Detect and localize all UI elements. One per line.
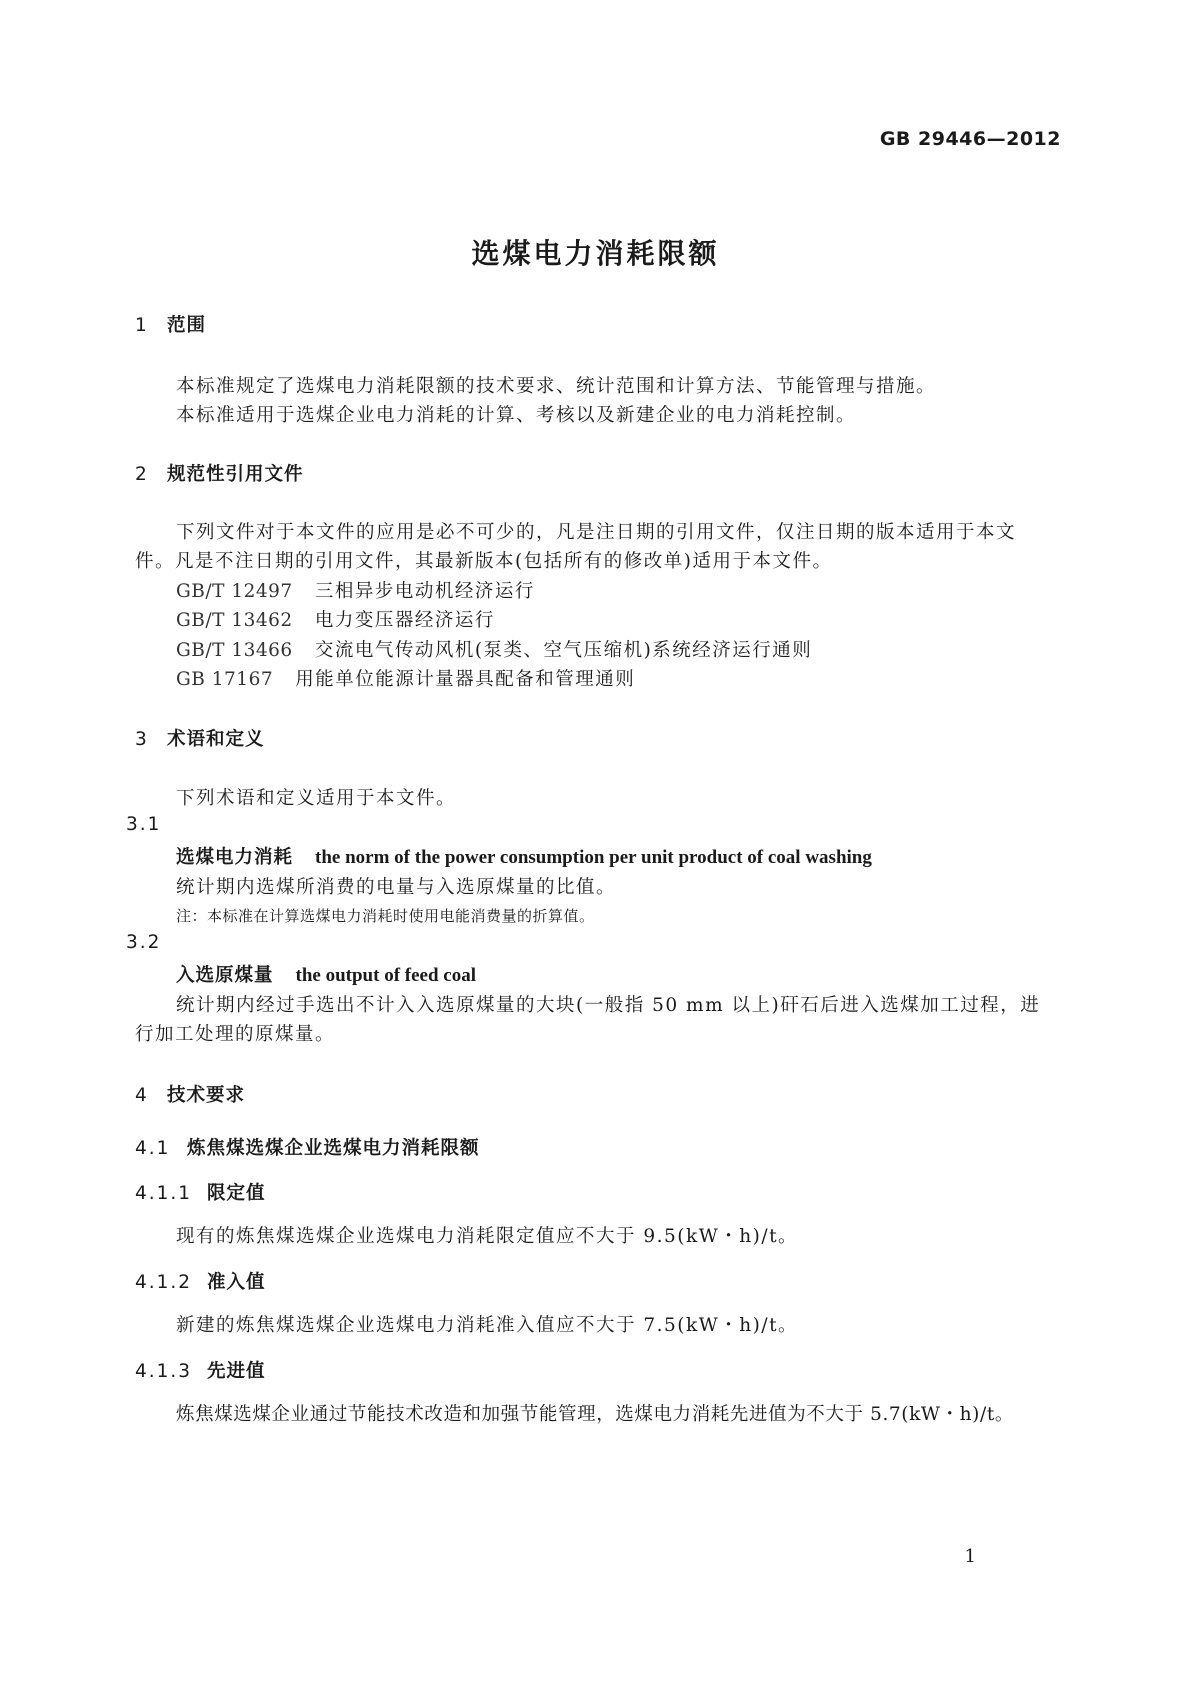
section-title: 技术要求 — [167, 1085, 246, 1106]
reference-code: GB/T 13462 — [176, 610, 293, 631]
clause-heading — [135, 1357, 266, 1383]
standard-code: GB 29446—2012 — [879, 128, 1061, 150]
reference-code: GB/T 13466 — [176, 640, 293, 661]
reference-code: GB 17167 — [176, 669, 274, 690]
section-3-heading — [135, 725, 265, 751]
paragraph-continuation: 件。凡是不注日期的引用文件，其最新版本(包括所有的修改单)适用于本文件。 — [135, 551, 833, 572]
section-1-heading — [135, 311, 206, 337]
section-number: 4 — [135, 1085, 148, 1106]
clause-text: 现有的炼焦煤选煤企业选煤电力消耗限定值应不大于 9.5(kW・h)/t。 — [176, 1226, 799, 1247]
term-heading — [176, 961, 476, 987]
paragraph: 下列术语和定义适用于本文件。 — [176, 788, 457, 809]
clause-number: 4.1.2 — [135, 1272, 193, 1293]
section-title: 范围 — [167, 315, 207, 336]
clause-number: 4.1.3 — [135, 1361, 193, 1382]
clause-text: 炼焦煤选煤企业通过节能技术改造和加强节能管理，选煤电力消耗先进值为不大于 5.7(kW・h)/t。 — [176, 1404, 1014, 1425]
reference-title: 交流电气传动风机(泵类、空气压缩机)系统经济运行通则 — [314, 640, 813, 661]
term-english: the output of feed coal — [295, 965, 476, 986]
subsection-number: 4.1 — [135, 1138, 171, 1159]
term-definition-continuation: 行加工处理的原煤量。 — [135, 1024, 336, 1045]
section-number: 1 — [135, 315, 148, 336]
subsection-4-1-heading — [135, 1134, 480, 1160]
term-number: 3.1 — [126, 814, 162, 835]
reference-item — [176, 665, 635, 691]
term-heading — [176, 843, 872, 869]
term-chinese: 选煤电力消耗 — [176, 847, 294, 868]
term-definition: 统计期内选煤所消费的电量与入选原煤量的比值。 — [176, 877, 617, 898]
clause-number: 4.1.1 — [135, 1183, 193, 1204]
section-title: 术语和定义 — [167, 729, 265, 750]
clause-heading — [135, 1179, 266, 1205]
clause-text: 新建的炼焦煤选煤企业选煤电力消耗准入值应不大于 7.5(kW・h)/t。 — [176, 1315, 799, 1336]
paragraph: 下列文件对于本文件的应用是必不可少的，凡是注日期的引用文件，仅注日期的版本适用于本文 — [176, 522, 1017, 543]
section-number: 3 — [135, 729, 148, 750]
term-number: 3.2 — [126, 932, 162, 953]
reference-title: 电力变压器经济运行 — [314, 610, 495, 631]
paragraph: 本标准规定了选煤电力消耗限额的技术要求、统计范围和计算方法、节能管理与措施。 — [176, 376, 937, 397]
paragraph: 本标准适用于选煤企业电力消耗的计算、考核以及新建企业的电力消耗控制。 — [176, 405, 857, 426]
reference-item — [176, 577, 535, 603]
term-chinese: 入选原煤量 — [176, 965, 274, 986]
term-note: 注：本标准在计算选煤电力消耗时使用电能消费量的折算值。 — [176, 907, 595, 925]
term-english: the norm of the power consumption per unit product of coal washing — [315, 847, 872, 868]
document-title: 选煤电力消耗限额 — [471, 237, 720, 270]
reference-title: 三相异步电动机经济运行 — [314, 581, 535, 602]
subsection-title: 炼焦煤选煤企业选煤电力消耗限额 — [187, 1138, 480, 1159]
reference-item — [176, 636, 812, 662]
section-2-heading — [135, 460, 304, 486]
section-title: 规范性引用文件 — [167, 464, 304, 485]
clause-title: 准入值 — [207, 1272, 266, 1293]
section-number: 2 — [135, 464, 148, 485]
reference-title: 用能单位能源计量器具配备和管理通则 — [295, 669, 636, 690]
reference-item — [176, 606, 495, 632]
term-definition: 统计期内经过手选出不计入入选原煤量的大块(一般指 50 mm 以上)矸石后进入选煤加工过程，进 — [176, 995, 1041, 1016]
page-number: 1 — [964, 1546, 976, 1567]
reference-code: GB/T 12497 — [176, 581, 293, 602]
section-4-heading — [135, 1081, 245, 1107]
clause-heading — [135, 1268, 266, 1294]
clause-title: 限定值 — [207, 1183, 266, 1204]
clause-title: 先进值 — [207, 1361, 266, 1382]
